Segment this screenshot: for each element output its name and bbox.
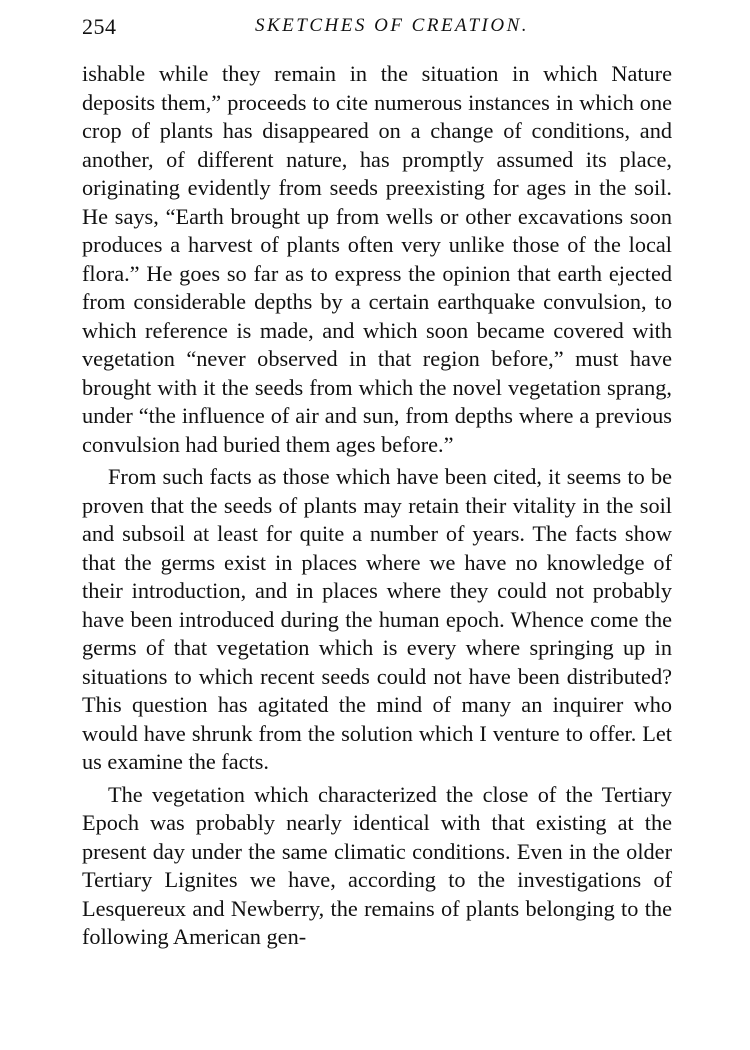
book-page — [82, 14, 672, 952]
paragraph-tertiary-vegetation: The vegetation which characterized the close of the Tertiary Epoch was probably nearly identical with that existing at the present day under the same climatic conditions. Even in the older Tertiary Lignites we have, according to the investigations of Lesquereux and Newberry, the remains of plants belonging to the following American gen- — [82, 781, 672, 949]
running-head — [82, 14, 672, 46]
paragraph-continued: ishable while they remain in the situation in which Nature deposits them,” proceeds to cite numerous instances in which one crop of plants has disappeared on a change of conditions, and another, of different nature, has promptly assumed its place, originating evidently from seeds preexisting for ages in the soil. He says, “Earth brought up from wells or other excavations soon produces a harvest of plants often very unlike those of the local flora.” He goes so far as to express the opinion that earth ejected from considerable depths by a certain earthquake convulsion, to which reference is made, and which soon became covered with vegetation “never observed in that region before,” must have brought with it the seeds from which the novel vegetation sprang, under “the influence of air and sun, from depths where a previous convulsion had buried them ages before.” — [82, 61, 672, 457]
paragraph-seed-vitality: From such facts as those which have been cited, it seems to be proven that the seeds of plants may retain their vitality in the soil and subsoil at least for quite a number of years. The facts show that the germs exist in places where we have no knowledge of their introduction, and in places where they could not probably have been introduced during the human epoch. Whence come the germs of that vegetation which is every where springing up in situations to which recent seeds could not have been distributed? This question has agitated the mind of many an inquirer who would have shrunk from the solution which I venture to offer. Let us examine the facts. — [82, 464, 672, 774]
page-number: 254 — [82, 14, 117, 39]
body-text — [82, 60, 672, 952]
running-title: SKETCHES OF CREATION. — [255, 15, 529, 36]
